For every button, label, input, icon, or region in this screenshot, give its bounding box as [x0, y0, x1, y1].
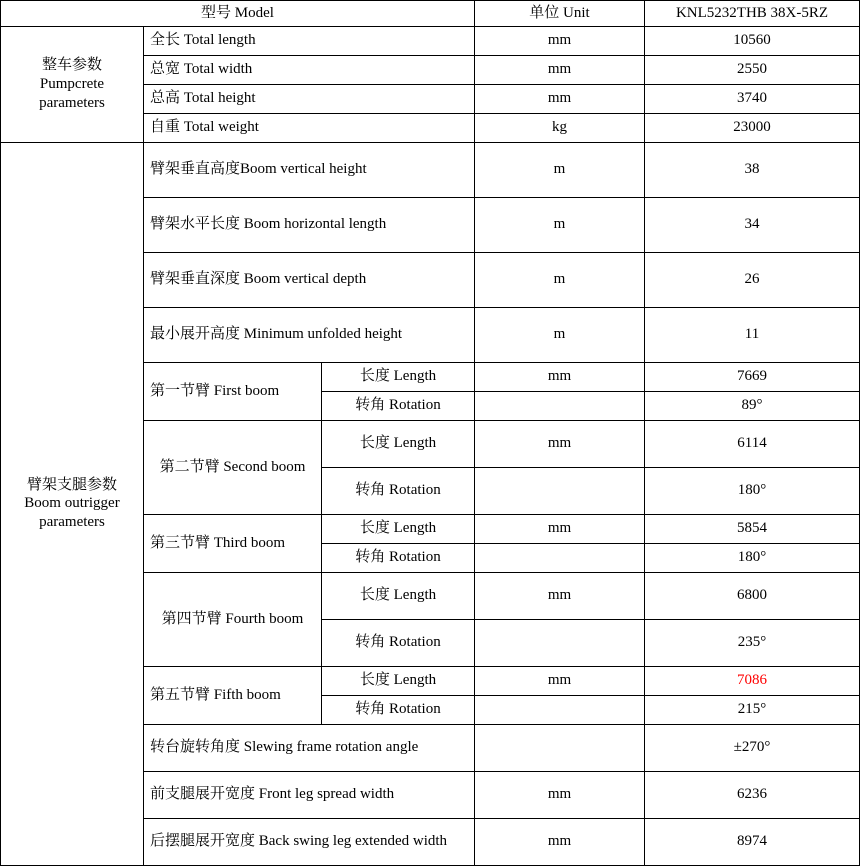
row-unit: mm — [475, 514, 645, 543]
boom-section-length-label: 长度 Length — [322, 666, 475, 695]
row-unit: m — [475, 142, 645, 197]
row-label: 全长 Total length — [144, 26, 475, 55]
row-label: 臂架垂直深度 Boom vertical depth — [144, 252, 475, 307]
group-vehicle-line2: Pumpcrete — [39, 75, 105, 92]
boom-section-name: 第一节臂 First boom — [144, 362, 322, 420]
row-value: 215° — [645, 695, 860, 724]
boom-section-rotation-label: 转角 Rotation — [322, 467, 475, 514]
row-value: 6800 — [645, 572, 860, 619]
row-unit — [475, 619, 645, 666]
row-label: 臂架水平长度 Boom horizontal length — [144, 197, 475, 252]
row-unit: mm — [475, 362, 645, 391]
boom-section-name: 第二节臂 Second boom — [144, 420, 322, 514]
row-label: 自重 Total weight — [144, 113, 475, 142]
row-unit: mm — [475, 771, 645, 818]
row-value: 180° — [645, 467, 860, 514]
row-value: 180° — [645, 543, 860, 572]
boom-section-length-label: 长度 Length — [322, 572, 475, 619]
row-value: 10560 — [645, 26, 860, 55]
row-label: 臂架垂直高度Boom vertical height — [144, 142, 475, 197]
row-unit: mm — [475, 55, 645, 84]
row-value: 8974 — [645, 818, 860, 865]
row-value: 23000 — [645, 113, 860, 142]
boom-section-name: 第五节臂 Fifth boom — [144, 666, 322, 724]
row-unit: mm — [475, 818, 645, 865]
table-header-row — [1, 1, 860, 27]
row-value: ±270° — [645, 724, 860, 771]
row-unit: mm — [475, 420, 645, 467]
group-boom-outrigger-parameters — [1, 142, 144, 865]
boom-section-rotation-label: 转角 Rotation — [322, 695, 475, 724]
row-value: 38 — [645, 142, 860, 197]
boom-section-rotation-label: 转角 Rotation — [322, 543, 475, 572]
boom-section-rotation-label: 转角 Rotation — [322, 391, 475, 420]
row-unit — [475, 695, 645, 724]
row-unit — [475, 724, 645, 771]
group-vehicle-parameters — [1, 26, 144, 142]
table-row — [1, 142, 860, 197]
row-unit: mm — [475, 26, 645, 55]
header-model-label: 型号 Model — [1, 1, 475, 27]
row-value: 6236 — [645, 771, 860, 818]
row-value: 2550 — [645, 55, 860, 84]
group-boom-line1: 臂架支腿参数 — [26, 476, 117, 493]
row-unit: m — [475, 197, 645, 252]
group-vehicle-line3: parameters — [39, 94, 105, 111]
row-value: 7669 — [645, 362, 860, 391]
group-vehicle-line1: 整车参数 — [41, 57, 102, 74]
header-unit-label: 单位 Unit — [475, 1, 645, 27]
boom-section-length-label: 长度 Length — [322, 362, 475, 391]
row-label: 总高 Total height — [144, 84, 475, 113]
row-unit: mm — [475, 84, 645, 113]
row-unit — [475, 543, 645, 572]
boom-section-name: 第四节臂 Fourth boom — [144, 572, 322, 666]
row-label: 后摆腿展开宽度 Back swing leg extended width — [144, 818, 475, 865]
row-unit: kg — [475, 113, 645, 142]
row-unit: mm — [475, 572, 645, 619]
boom-section-name: 第三节臂 Third boom — [144, 514, 322, 572]
row-value: 11 — [645, 307, 860, 362]
row-value: 89° — [645, 391, 860, 420]
group-boom-line2: Boom outrigger — [24, 495, 120, 512]
row-unit: m — [475, 252, 645, 307]
table-row — [1, 26, 860, 55]
row-label: 最小展开高度 Minimum unfolded height — [144, 307, 475, 362]
row-unit: mm — [475, 666, 645, 695]
row-value: 6114 — [645, 420, 860, 467]
row-label: 转台旋转角度 Slewing frame rotation angle — [144, 724, 475, 771]
row-label: 总宽 Total width — [144, 55, 475, 84]
row-value: 34 — [645, 197, 860, 252]
row-unit — [475, 391, 645, 420]
boom-section-rotation-label: 转角 Rotation — [322, 619, 475, 666]
row-unit — [475, 467, 645, 514]
row-label: 前支腿展开宽度 Front leg spread width — [144, 771, 475, 818]
row-value: 3740 — [645, 84, 860, 113]
header-model-value: KNL5232THB 38X-5RZ — [645, 1, 860, 27]
row-value: 5854 — [645, 514, 860, 543]
row-unit: m — [475, 307, 645, 362]
boom-section-length-label: 长度 Length — [322, 420, 475, 467]
row-value-highlighted: 7086 — [645, 666, 860, 695]
group-boom-line3: parameters — [39, 514, 105, 531]
boom-section-length-label: 长度 Length — [322, 514, 475, 543]
row-value: 235° — [645, 619, 860, 666]
row-value: 26 — [645, 252, 860, 307]
